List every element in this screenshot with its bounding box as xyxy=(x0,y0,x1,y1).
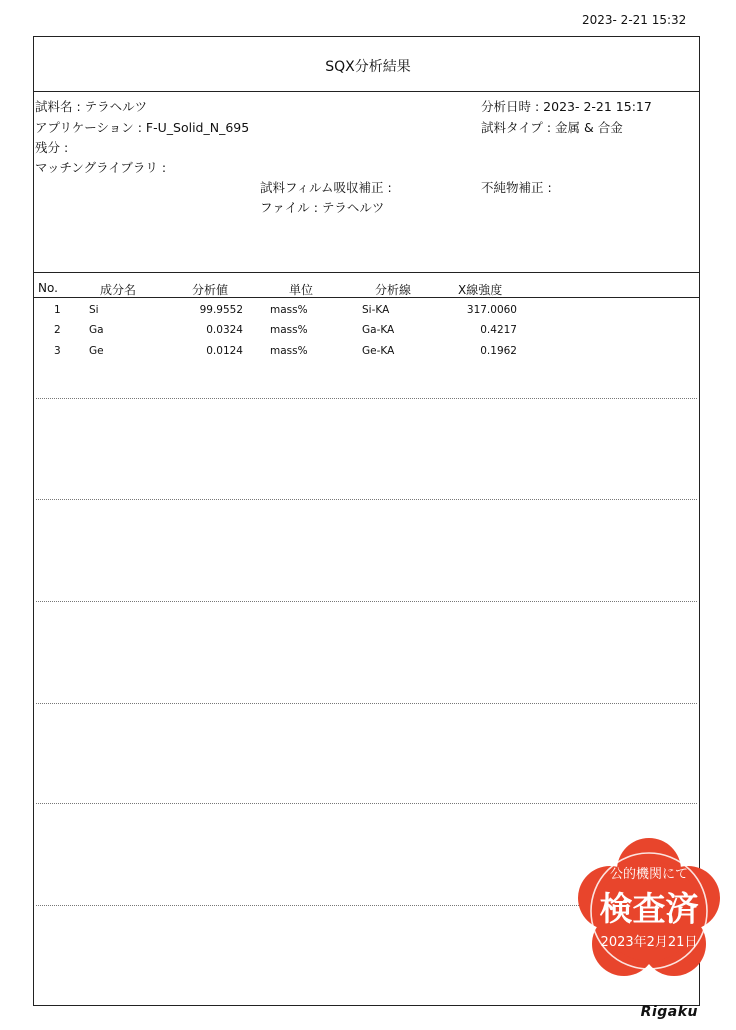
title-divider xyxy=(33,91,700,92)
row-component: Ga xyxy=(89,324,104,336)
row-no: 1 xyxy=(54,304,61,316)
col-header-component: 成分名 xyxy=(100,283,137,297)
dotted-divider xyxy=(36,499,697,500)
balance: 残分 : xyxy=(35,140,69,155)
row-value: 0.0124 xyxy=(206,345,243,357)
row-intensity: 0.4217 xyxy=(480,324,517,336)
row-line: Si-KA xyxy=(362,304,390,316)
row-no: 3 xyxy=(54,345,61,357)
row-unit: mass% xyxy=(270,324,308,336)
row-intensity: 317.0060 xyxy=(466,304,517,316)
dotted-divider xyxy=(36,601,697,602)
inspection-stamp xyxy=(574,836,724,986)
analysis-datetime: 分析日時 : 2023- 2-21 15:17 xyxy=(481,99,652,114)
dotted-divider xyxy=(36,398,697,399)
application: アプリケーション : F-U_Solid_N_695 xyxy=(35,120,250,135)
print-timestamp: 2023- 2-21 15:32 xyxy=(582,13,687,27)
row-no: 2 xyxy=(54,324,61,336)
row-line: Ga-KA xyxy=(362,324,395,336)
row-component: Si xyxy=(89,304,99,316)
row-unit: mass% xyxy=(270,304,308,316)
sample-name: 試料名 : テラヘルツ xyxy=(35,99,148,114)
dotted-divider xyxy=(36,803,697,804)
row-intensity: 0.1962 xyxy=(480,345,517,357)
matching-library: マッチングライブラリ : xyxy=(35,160,167,175)
rigaku-logo: Rigaku xyxy=(640,1004,698,1020)
col-header-value: 分析値 xyxy=(192,283,229,297)
row-line: Ge-KA xyxy=(362,345,395,357)
info-divider xyxy=(33,272,700,273)
stamp-date-text: 2023年2月21日 xyxy=(600,935,698,950)
row-component: Ge xyxy=(89,345,104,357)
col-header-no: No. xyxy=(38,281,58,295)
row-unit: mass% xyxy=(270,345,308,357)
impurity-correction: 不純物補正 : xyxy=(481,180,552,195)
file-name: ファイル : テラヘルツ xyxy=(260,200,385,215)
col-header-line: 分析線 xyxy=(375,283,412,297)
col-header-unit: 単位 xyxy=(289,283,314,297)
col-header-intensity: X線強度 xyxy=(458,283,503,297)
row-value: 99.9552 xyxy=(199,304,243,316)
film-correction: 試料フィルム吸収補正 : xyxy=(260,180,392,195)
report-title: SQX分析結果 xyxy=(325,59,411,75)
dotted-divider xyxy=(36,703,697,704)
sample-type: 試料タイプ : 金属 & 合金 xyxy=(481,120,623,135)
stamp-main-text: 検査済 xyxy=(599,889,699,928)
row-value: 0.0324 xyxy=(206,324,243,336)
stamp-top-text: 公的機関にて xyxy=(609,867,689,882)
